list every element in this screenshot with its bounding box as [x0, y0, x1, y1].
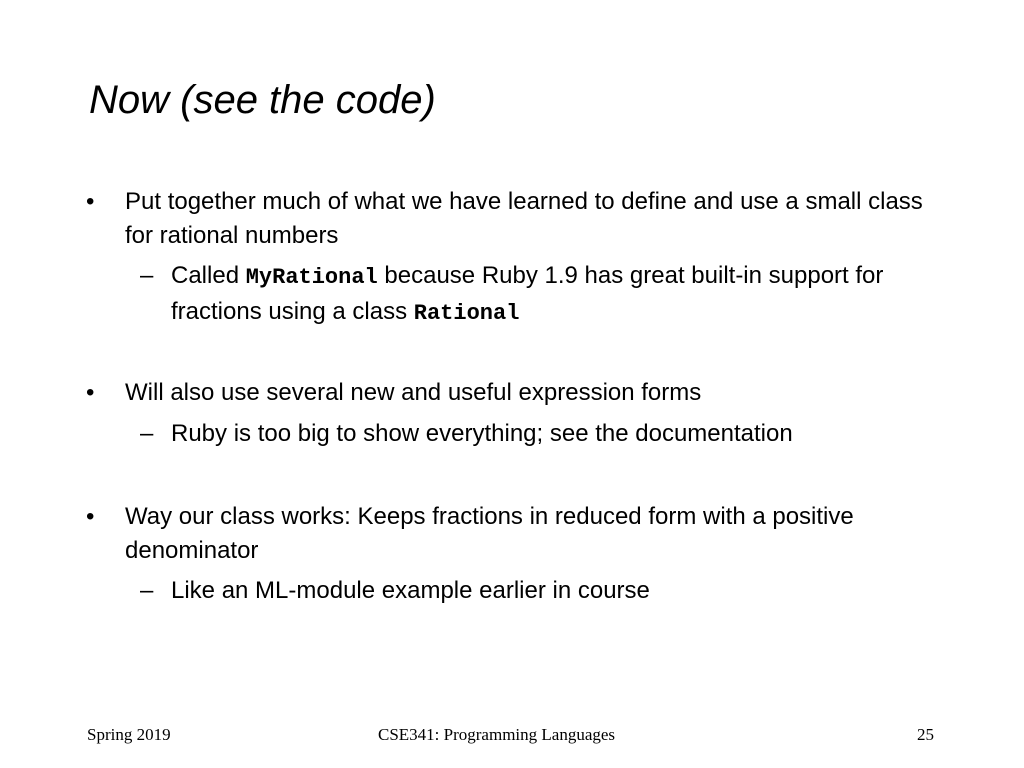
bullet-text: Will also use several new and useful expression forms — [125, 379, 702, 406]
bullet-marker: • — [86, 379, 95, 406]
bullet-text: Way our class works: Keeps fractions in reduced form with a positive denominator — [125, 503, 854, 564]
bullet-text: Put together much of what we have learned to define and use a small class for rational numbers — [125, 188, 923, 249]
sub-bullet-marker: – — [140, 420, 154, 447]
bullet-marker: • — [86, 503, 95, 530]
sub-bullet-text: Like an ML-module example earlier in course — [171, 577, 650, 604]
sub-bullet-text: Ruby is too big to show everything; see the documentation — [171, 420, 793, 447]
code-myrational: MyRational — [245, 265, 378, 290]
code-rational: Rational — [413, 301, 520, 326]
page-number: 25 — [917, 725, 934, 744]
text-segment: Called — [171, 262, 246, 289]
sub-bullet-marker: – — [140, 262, 154, 289]
bullet-marker: • — [86, 188, 95, 215]
text-segment: because Ruby 1.9 has great built-in support for fractions using a class — [171, 262, 884, 325]
sub-bullet-marker: – — [140, 577, 154, 604]
sub-bullet-text — [171, 259, 951, 331]
footer-course: CSE341: Programming Languages — [378, 725, 616, 744]
footer-date: Spring 2019 — [87, 725, 171, 744]
slide-title: Now (see the code) — [89, 78, 436, 122]
